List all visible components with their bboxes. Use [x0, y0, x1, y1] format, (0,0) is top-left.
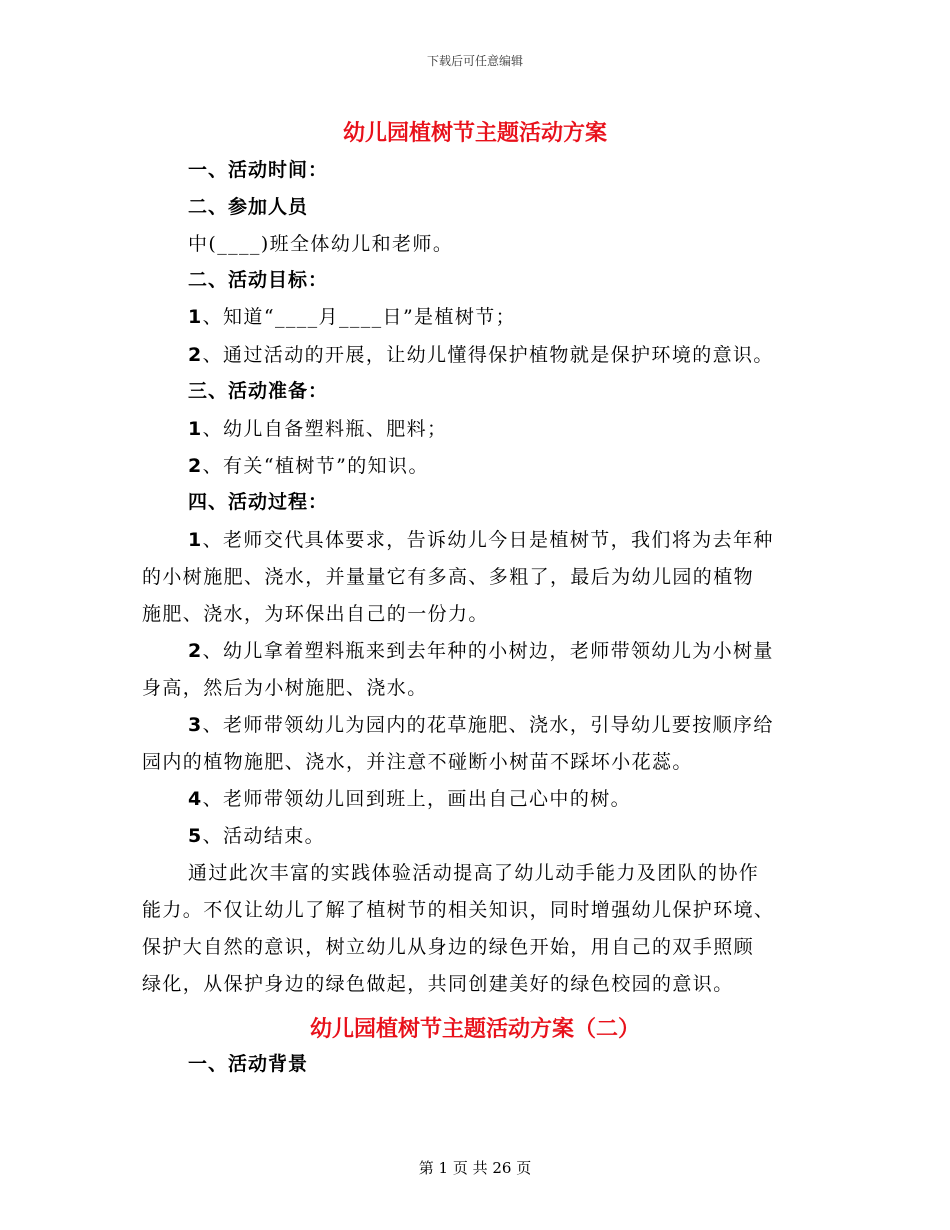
summary-line-4: 绿化，从保护身边的绿色做起，共同创建美好的绿色校园的意识。	[142, 973, 734, 995]
page-footer-info: 第 1 页 共 26 页	[418, 1159, 532, 1177]
summary-line-2: 能力。不仅让幼儿了解了植树节的相关知识，同时增强幼儿保护环境、	[142, 899, 775, 921]
prep-item-2-number: 2	[188, 455, 203, 477]
prep-item-2-text: 、有关“植树节”的知识。	[202, 455, 429, 477]
process-item-4	[188, 786, 631, 812]
summary-line-1: 通过此次丰富的实践体验活动提高了幼儿动手能力及团队的协作	[188, 862, 760, 884]
process-item-3-line-1	[188, 712, 774, 738]
process-item-1-line-2: 的小树施肥、浇水，并量量它有多高、多粗了，最后为幼儿园的植物	[142, 566, 755, 588]
section-heading-process: 四、活动过程：	[188, 491, 329, 513]
prep-item-2	[188, 453, 429, 479]
goal-item-2-text: 、通过活动的开展，让幼儿懂得保护植物就是保护环境的意识。	[202, 344, 774, 366]
goal-item-2	[188, 342, 774, 368]
process-item-1-number: 1	[188, 529, 203, 551]
summary-line-3: 保护大自然的意识，树立幼儿从身边的绿色开始，用自己的双手照顾	[142, 936, 755, 958]
process-item-2-line-1	[188, 638, 774, 664]
process-item-3-number: 3	[188, 714, 203, 736]
process-item-2-text: 、幼儿拿着塑料瓶来到去年种的小树边，老师带领幼儿为小树量	[202, 640, 774, 662]
section-heading-background: 一、活动背景	[188, 1053, 309, 1075]
section-heading-time: 一、活动时间：	[188, 159, 329, 181]
section-heading-prep: 三、活动准备：	[188, 380, 329, 402]
process-item-3-text: 、老师带领幼儿为园内的花草施肥、浇水，引导幼儿要按顺序给	[202, 714, 774, 736]
prep-item-1	[188, 416, 447, 442]
process-item-5-text: 、活动结束。	[202, 825, 326, 847]
document-title: 幼儿园植树节主题活动方案	[342, 120, 607, 146]
process-item-2-line-2: 身高，然后为小树施肥、浇水。	[142, 677, 428, 699]
process-item-1-line-3: 施肥、浇水，为环保出自己的一份力。	[142, 603, 489, 625]
process-item-3-line-2: 园内的植物施肥、浇水，并注意不碰断小树苗不踩坏小花蕊。	[142, 751, 693, 773]
process-item-1-text: 、老师交代具体要求，告诉幼儿今日是植树节，我们将为去年种	[202, 529, 774, 551]
process-item-4-text: 、老师带领幼儿回到班上，画出自己心中的树。	[202, 788, 632, 810]
page-header-note: 下载后可任意编辑	[426, 54, 523, 68]
goal-item-1-number: 1	[188, 306, 203, 328]
process-item-5	[188, 823, 325, 849]
goal-item-1	[188, 304, 516, 330]
process-item-4-number: 4	[188, 788, 203, 810]
document-title-2: 幼儿园植树节主题活动方案（二）	[309, 1016, 640, 1042]
goal-item-2-number: 2	[188, 344, 203, 366]
goal-item-1-text: 、知道“____月____日”是植树节；	[202, 306, 517, 328]
process-item-5-number: 5	[188, 825, 203, 847]
process-item-1-line-1	[188, 527, 774, 553]
people-text: 中(____)班全体幼儿和老师。	[188, 233, 454, 255]
section-heading-goal: 二、活动目标：	[188, 269, 329, 291]
process-item-2-number: 2	[188, 640, 203, 662]
prep-item-1-number: 1	[188, 418, 203, 440]
section-heading-people: 二、参加人员	[188, 196, 309, 218]
prep-item-1-text: 、幼儿自备塑料瓶、肥料；	[202, 418, 448, 440]
